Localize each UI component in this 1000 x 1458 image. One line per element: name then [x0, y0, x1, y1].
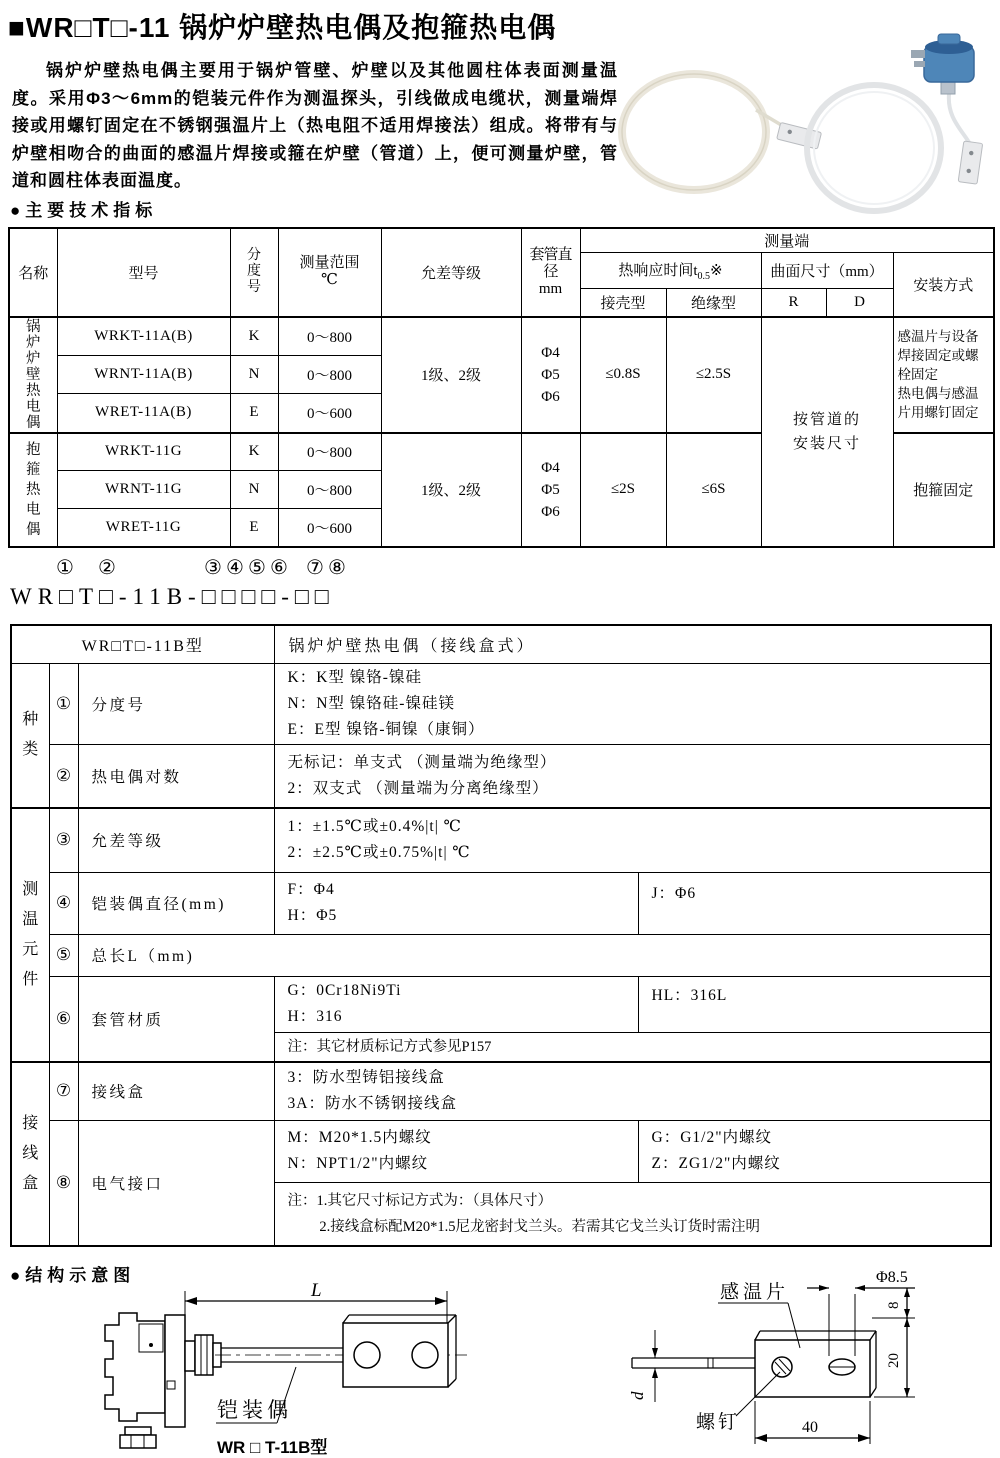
cell-range: 0～800 [278, 433, 381, 471]
row-num-2: ② [49, 744, 78, 808]
model-code-diagram [8, 556, 458, 622]
sel-model-desc: 锅炉炉壁热电偶（接线盒式） [274, 625, 991, 663]
row-content-junction-box: 3：防水型铸铝接线盒 3A：防水不锈钢接线盒 [274, 1062, 991, 1120]
group-kind: 种类 [11, 663, 49, 808]
row-content-material-right: HL：316L [638, 976, 991, 1032]
row-content-diameter-right: J：Φ6 [638, 872, 991, 934]
spec-table [8, 227, 995, 548]
selection-table [10, 624, 992, 1247]
col-header-install: 安装方式 [893, 253, 994, 317]
code-marker-4: ④ [226, 557, 244, 579]
col-header-name: 名称 [9, 228, 57, 317]
structure-diagram-thermocouple [15, 1283, 585, 1458]
cell-model: WRET-11G [57, 509, 230, 547]
row-content-electrical-left: M：M20*1.5内螺纹 N：NPT1/2"内螺纹 [274, 1120, 638, 1182]
cell-model: WRKT-11G [57, 433, 230, 471]
cell-install: 感温片与设备焊接固定或螺栓固定 热电偶与感温片用螺钉固定 [893, 317, 994, 433]
label-sensing-plate: 感温片 [720, 1282, 790, 1303]
col-header-sheath: 套管直径 mm [521, 228, 580, 317]
cell-insulated-time: ≤2.5S [666, 317, 761, 433]
cell-range: 0～600 [278, 394, 381, 433]
row-label-length: 总长L（mm) [78, 934, 991, 976]
row-label-tolerance: 允差等级 [78, 808, 274, 872]
page-title: ■WR□T□-11 锅炉炉壁热电偶及抱箍热电偶 [8, 12, 557, 43]
col-header-d: D [826, 289, 893, 317]
structure-diagram-plate [610, 1268, 995, 1458]
col-header-r: R [761, 289, 826, 317]
cell-insulated-time: ≤6S [666, 433, 761, 547]
cell-index: K [230, 317, 278, 356]
cell-sheath-dia: Φ4 Φ5 Φ6 [521, 317, 580, 433]
code-marker-6: ⑥ [270, 557, 288, 579]
row-label-electrical: 电气接口 [78, 1120, 274, 1246]
row-content-electrical-right: G：G1/2"内螺纹 Z：ZG1/2"内螺纹 [638, 1120, 991, 1182]
row-num-3: ③ [49, 808, 78, 872]
col-header-insulated-type: 绝缘型 [666, 289, 761, 317]
row-content-index: K：K型 镍铬-镍硅 N：N型 镍铬硅-镍硅镁 E：E型 镍铬-铜镍（康铜） [274, 663, 991, 744]
plate-hole [354, 1342, 380, 1368]
dimension-label-20: 20 [886, 1353, 902, 1368]
row-label-diameter: 铠装偶直径(mm) [78, 872, 274, 934]
row-note-electrical: 注：1.其它尺寸标记方式为：（具体尺寸） 2.接线盒标配M20*1.5尼龙密封戈兰头。若需其它戈兰头订货时需注明 [274, 1182, 991, 1246]
diagram-caption: WR □ T-11B型 [217, 1438, 328, 1457]
col-header-range: 测量范围 ℃ [278, 228, 381, 317]
section-title-structure: ●结构示意图 [10, 1266, 136, 1285]
cell-tolerance: 1级、2级 [381, 317, 521, 433]
sel-model-label: WR□T□-11B型 [11, 625, 274, 663]
code-marker-1: ① [56, 557, 74, 579]
dimension-label-8: 8 [886, 1301, 902, 1309]
cell-surface-size: 按管道的 安装尺寸 [761, 317, 893, 547]
row-num-7: ⑦ [49, 1062, 78, 1120]
col-header-response-time: 热响应时间$t_{0.5}※$ [580, 253, 761, 289]
row-content-diameter-left: F：Φ4 H：Φ5 [274, 872, 638, 934]
row-num-6: ⑥ [49, 976, 78, 1062]
junction-box-plate [165, 1315, 185, 1427]
cell-index: E [230, 394, 278, 433]
cell-range: 0～800 [278, 471, 381, 509]
code-marker-7: ⑦ [306, 557, 324, 579]
group-element: 测温元件 [11, 808, 49, 1062]
section-title-specs: ●主要技术指标 [10, 201, 158, 220]
row-num-8: ⑧ [49, 1120, 78, 1246]
dimension-label-d: d [628, 1391, 647, 1400]
row-num-5: ⑤ [49, 934, 78, 976]
dimension-label-l: L [311, 1283, 322, 1301]
cell-model: WRNT-11A(B) [57, 355, 230, 394]
col-header-surface-size: 曲面尺寸（mm） [761, 253, 893, 289]
plate-hole [412, 1342, 438, 1368]
cell-shell-time: ≤0.8S [580, 317, 666, 433]
cell-range: 0～800 [278, 355, 381, 394]
product-photo-left [622, 74, 822, 190]
model-code-line: WR□T□-11B-□□□□-□□ [10, 584, 335, 609]
col-header-index: 分度号 [230, 228, 278, 317]
junction-box-head [911, 34, 974, 94]
col-header-shell-type: 接壳型 [580, 289, 666, 317]
cell-index: N [230, 355, 278, 394]
col-header-tolerance: 允差等级 [381, 228, 521, 317]
cell-index: K [230, 433, 278, 471]
group-box: 接线盒 [11, 1062, 49, 1246]
col-header-model: 型号 [57, 228, 230, 317]
row-content-material-left: G：0Cr18Ni9Ti H：316 [274, 976, 638, 1032]
dimension-label-phi85: Φ8.5 [876, 1269, 908, 1286]
cell-range: 0～800 [278, 317, 381, 356]
row-label-pairs: 热电偶对数 [78, 744, 274, 808]
product-photo-right [807, 34, 983, 211]
code-marker-2: ② [98, 557, 116, 579]
code-marker-3: ③ [204, 557, 222, 579]
row-content-tolerance: 1：±1.5℃或±0.4%|t| ℃ 2：±2.5℃或±0.75%|t| ℃ [274, 808, 991, 872]
cell-model: WRET-11A(B) [57, 394, 230, 433]
cell-index: N [230, 471, 278, 509]
row-num-1: ① [49, 663, 78, 744]
col-header-measuring-end: 测量端 [580, 228, 994, 253]
cell-index: E [230, 509, 278, 547]
cell-sheath-dia: Φ4 Φ5 Φ6 [521, 433, 580, 547]
code-marker-8: ⑧ [328, 557, 346, 579]
code-marker-5: ⑤ [248, 557, 266, 579]
row-note-material: 注：其它材质标记方式参见P157 [274, 1032, 991, 1062]
group-name-boiler: 锅炉炉壁热电偶 [9, 317, 57, 433]
cell-model: WRNT-11G [57, 471, 230, 509]
label-screw: 螺钉 [696, 1412, 741, 1433]
group-name-clamp: 抱箍热电偶 [9, 433, 57, 547]
cell-shell-time: ≤2S [580, 433, 666, 547]
cell-range: 0～600 [278, 509, 381, 547]
row-content-pairs: 无标记：单支式 （测量端为绝缘型） 2：双支式 （测量端为分离绝缘型） [274, 744, 991, 808]
junction-box-outline [105, 1313, 165, 1421]
intro-paragraph: 锅炉炉壁热电偶主要用于锅炉管壁、炉壁以及其他圆柱体表面测量温度。采用Φ3～6mm的铠装元件作为测温探头，引线做成电缆状，测量端焊接或用螺钉固定在不锈钢强温片上（热电阻不适用焊接法）组成。将带有与炉壁相吻合的曲面的感温片焊接或箍在炉壁（管道）上，便可测量炉壁，管道和圆柱体表面温度。 [12, 61, 618, 190]
cell-tolerance: 1级、2级 [381, 433, 521, 547]
label-sheathed-element: 铠装偶 [217, 1398, 292, 1422]
row-label-index: 分度号 [78, 663, 274, 744]
row-label-junction-box: 接线盒 [78, 1062, 274, 1120]
cell-model: WRKT-11A(B) [57, 317, 230, 356]
screw-head [772, 1357, 792, 1377]
dimension-label-40: 40 [802, 1419, 818, 1436]
row-num-4: ④ [49, 872, 78, 934]
row-label-material: 套管材质 [78, 976, 274, 1062]
cell-install: 抱箍固定 [893, 433, 994, 547]
product-photos [618, 30, 995, 220]
